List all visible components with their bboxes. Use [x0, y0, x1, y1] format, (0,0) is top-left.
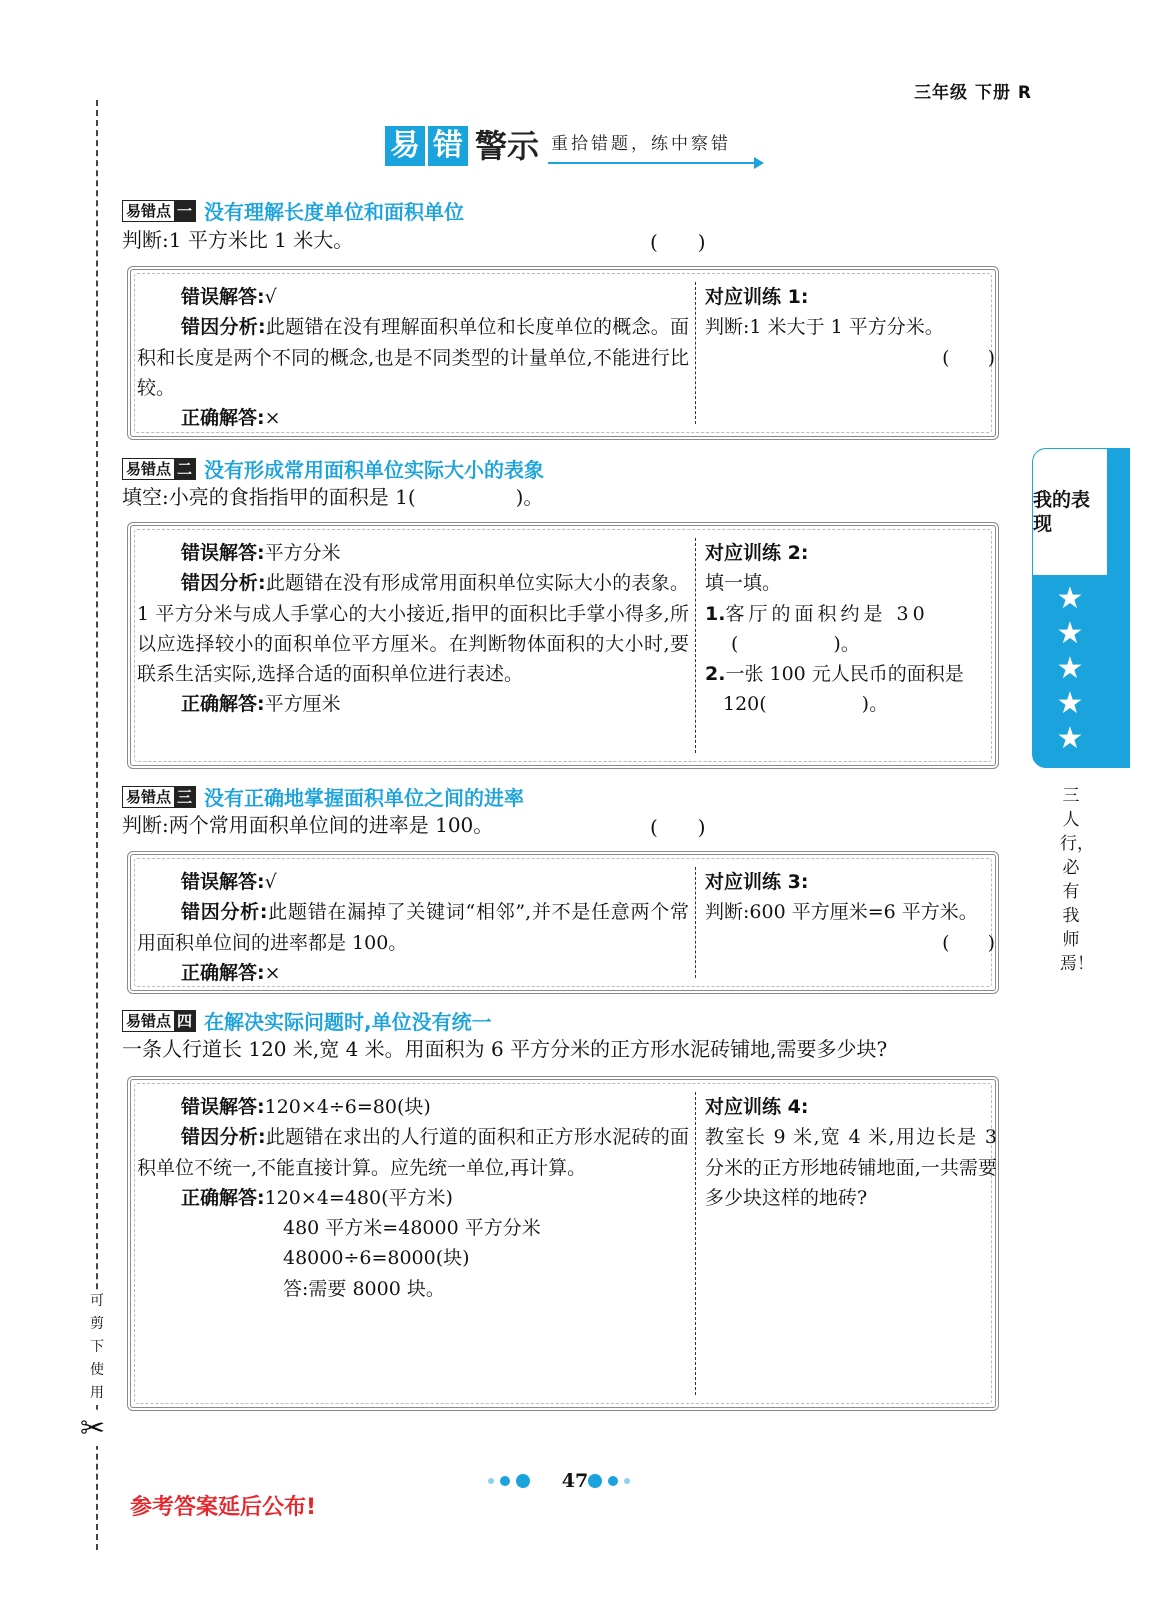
dot-icon: [624, 1478, 630, 1484]
section-3-heading: [122, 782, 524, 811]
section-title: 在解决实际问题时,单位没有统一: [204, 1010, 492, 1034]
section-tag: [122, 200, 196, 222]
practice: [705, 282, 997, 373]
correct-answer: ×: [264, 407, 281, 430]
error-analysis: [137, 538, 689, 720]
column-divider: [695, 538, 696, 753]
wrong-answer: 120×4÷6=80(块): [264, 1096, 431, 1118]
practice-answer-paren[interactable]: ( ): [942, 346, 995, 369]
star-icon[interactable]: ★: [1056, 721, 1084, 756]
arrow-icon: [754, 157, 764, 169]
practice: [705, 538, 997, 720]
title-rest: 警示: [475, 127, 540, 165]
analysis-text: 此题错在漏掉了关键词“相邻”,并不是任意两个常用面积单位间的进率都是 100。: [137, 901, 689, 954]
analysis-label: 错因分析:: [181, 901, 268, 924]
practice-text: 判断:600 平方厘米=6 平方米。: [705, 901, 978, 924]
title-subtitle: 重拾错题，练中察错: [551, 134, 732, 154]
correct-step: 48000÷6=8000(块): [283, 1247, 470, 1270]
correct-answer: 平方厘米: [264, 693, 341, 716]
correct-step: 答:需要 8000 块。: [283, 1277, 445, 1300]
tag-number: 四: [174, 1011, 195, 1031]
analysis-label: 错因分析:: [181, 1126, 266, 1149]
section-1-heading: [122, 196, 464, 225]
column-divider: [695, 282, 696, 424]
section-tag: [122, 458, 196, 480]
practice-text: 教室长 9 米,宽 4 米,用边长是 3 分米的正方形地砖铺地面,一共需要多少块这样的地砖?: [705, 1126, 997, 1209]
error-analysis: [137, 1092, 689, 1304]
practice: [705, 1092, 997, 1213]
practice-label: 对应训练 2:: [705, 542, 809, 564]
item-text: 客厅的面积约是 30: [725, 602, 929, 625]
tab-label: 我的表现: [1033, 449, 1107, 575]
item-number: 2.: [705, 663, 726, 686]
analysis-text: 此题错在没有形成常用面积单位实际大小的表象。1 平方分米与成人手掌心的大小接近,指甲的面积比手掌小得多,所以应选择较小的面积单位平方厘米。在判断物体面积的大小时,要联系生活实际,选择合适的面积单位进行表述。: [137, 572, 689, 686]
tag-label: 易错点: [126, 787, 172, 806]
answer-paren[interactable]: ( ): [650, 815, 706, 839]
answer-notice: 参考答案延后公布!: [130, 1495, 317, 1520]
title-underline: [548, 162, 758, 164]
correct-label: 正确解答:: [181, 693, 265, 716]
item-number: 1.: [705, 602, 726, 625]
section-2-box: [127, 522, 999, 769]
practice: [705, 867, 997, 958]
wrong-label: 错误解答:: [181, 1096, 265, 1118]
performance-tab: [1032, 448, 1130, 768]
page-number: 47: [561, 1470, 589, 1492]
star-rating[interactable]: [1033, 575, 1107, 756]
practice-label: 对应训练 4:: [705, 1096, 809, 1118]
star-icon[interactable]: ★: [1056, 581, 1084, 616]
tag-label: 易错点: [126, 459, 172, 478]
practice-label: 对应训练 3:: [705, 871, 809, 893]
section-tag: [122, 1010, 196, 1032]
star-icon[interactable]: ★: [1056, 616, 1084, 651]
section-1-question: 判断:1 平方米比 1 米大。: [122, 228, 354, 252]
grade-label: 三年级 下册 R: [914, 83, 1032, 103]
section-title: 没有正确地掌握面积单位之间的进率: [204, 786, 525, 810]
star-icon[interactable]: ★: [1056, 686, 1084, 721]
practice-intro: 填一填。: [705, 572, 782, 595]
tag-label: 易错点: [126, 1011, 172, 1030]
correct-label: 正确解答:: [181, 1186, 265, 1209]
error-analysis: [137, 867, 689, 988]
title-box-1: 易: [385, 126, 425, 166]
section-1-box: [127, 266, 999, 440]
wrong-label: 错误解答:: [181, 542, 265, 564]
section-4-box: [127, 1076, 999, 1411]
tag-number: 二: [174, 459, 195, 479]
column-divider: [695, 867, 696, 978]
section-4-question: 一条人行道长 120 米,宽 4 米。用面积为 6 平方分米的正方形水泥砖铺地,需要多少块?: [122, 1037, 888, 1061]
column-divider: [695, 1092, 696, 1395]
practice-item: [705, 659, 997, 689]
wrong-label: 错误解答:: [181, 871, 265, 893]
page-title: [385, 122, 731, 166]
practice-text: 判断:1 米大于 1 平方分米。: [705, 316, 944, 339]
motto: 三人行，必有我师焉！: [1060, 786, 1094, 974]
correct-answer: 120×4=480(平方米): [264, 1186, 453, 1209]
section-2-question[interactable]: 填空:小亮的食指指甲的面积是 1( )。: [122, 485, 544, 509]
correct-label: 正确解答:: [181, 961, 265, 984]
item-blank[interactable]: ( )。: [731, 632, 860, 655]
analysis-label: 错因分析:: [181, 572, 266, 595]
practice-answer-paren[interactable]: ( ): [942, 931, 995, 954]
dot-icon: [588, 1474, 602, 1488]
answer-paren[interactable]: ( ): [650, 230, 706, 254]
analysis-text: 此题错在求出的人行道的面积和正方形水泥砖的面积单位不统一,不能直接计算。应先统一单位,再计算。: [137, 1126, 689, 1179]
analysis-label: 错因分析:: [181, 316, 266, 339]
cut-text: 可剪下使用: [86, 1290, 108, 1405]
item-text: 一张 100 元人民币的面积是: [725, 663, 964, 686]
section-title: 没有理解长度单位和面积单位: [204, 200, 465, 224]
tag-number: 一: [174, 201, 195, 221]
analysis-text: 此题错在没有理解面积单位和长度单位的概念。面积和长度是两个不同的概念,也是不同类型的计量单位,不能进行比较。: [137, 316, 689, 399]
scissors-icon: ✂: [80, 1411, 106, 1446]
practice-item: [705, 599, 997, 629]
wrong-answer: 平方分米: [264, 542, 341, 564]
section-tag: [122, 786, 196, 808]
wrong-answer: √: [264, 871, 277, 893]
correct-step: 480 平方米=48000 平方分米: [283, 1217, 541, 1240]
practice-label: 对应训练 1:: [705, 286, 809, 308]
page-dots-right: [588, 1474, 630, 1488]
wrong-label: 错误解答:: [181, 286, 265, 308]
correct-answer: ×: [264, 961, 281, 984]
section-3-question: 判断:两个常用面积单位间的进率是 100。: [122, 813, 494, 837]
tag-number: 三: [174, 787, 195, 807]
star-icon[interactable]: ★: [1056, 651, 1084, 686]
correct-label: 正确解答:: [181, 407, 265, 430]
section-4-heading: [122, 1006, 492, 1035]
section-title: 没有形成常用面积单位实际大小的表象: [204, 458, 545, 482]
title-box-2: 错: [428, 126, 468, 166]
section-2-heading: [122, 454, 544, 483]
section-3-box: [127, 851, 999, 994]
item-blank[interactable]: 120( )。: [723, 693, 889, 716]
tag-label: 易错点: [126, 201, 172, 220]
error-analysis: [137, 282, 689, 433]
wrong-answer: √: [264, 286, 277, 308]
dot-icon: [608, 1476, 618, 1486]
